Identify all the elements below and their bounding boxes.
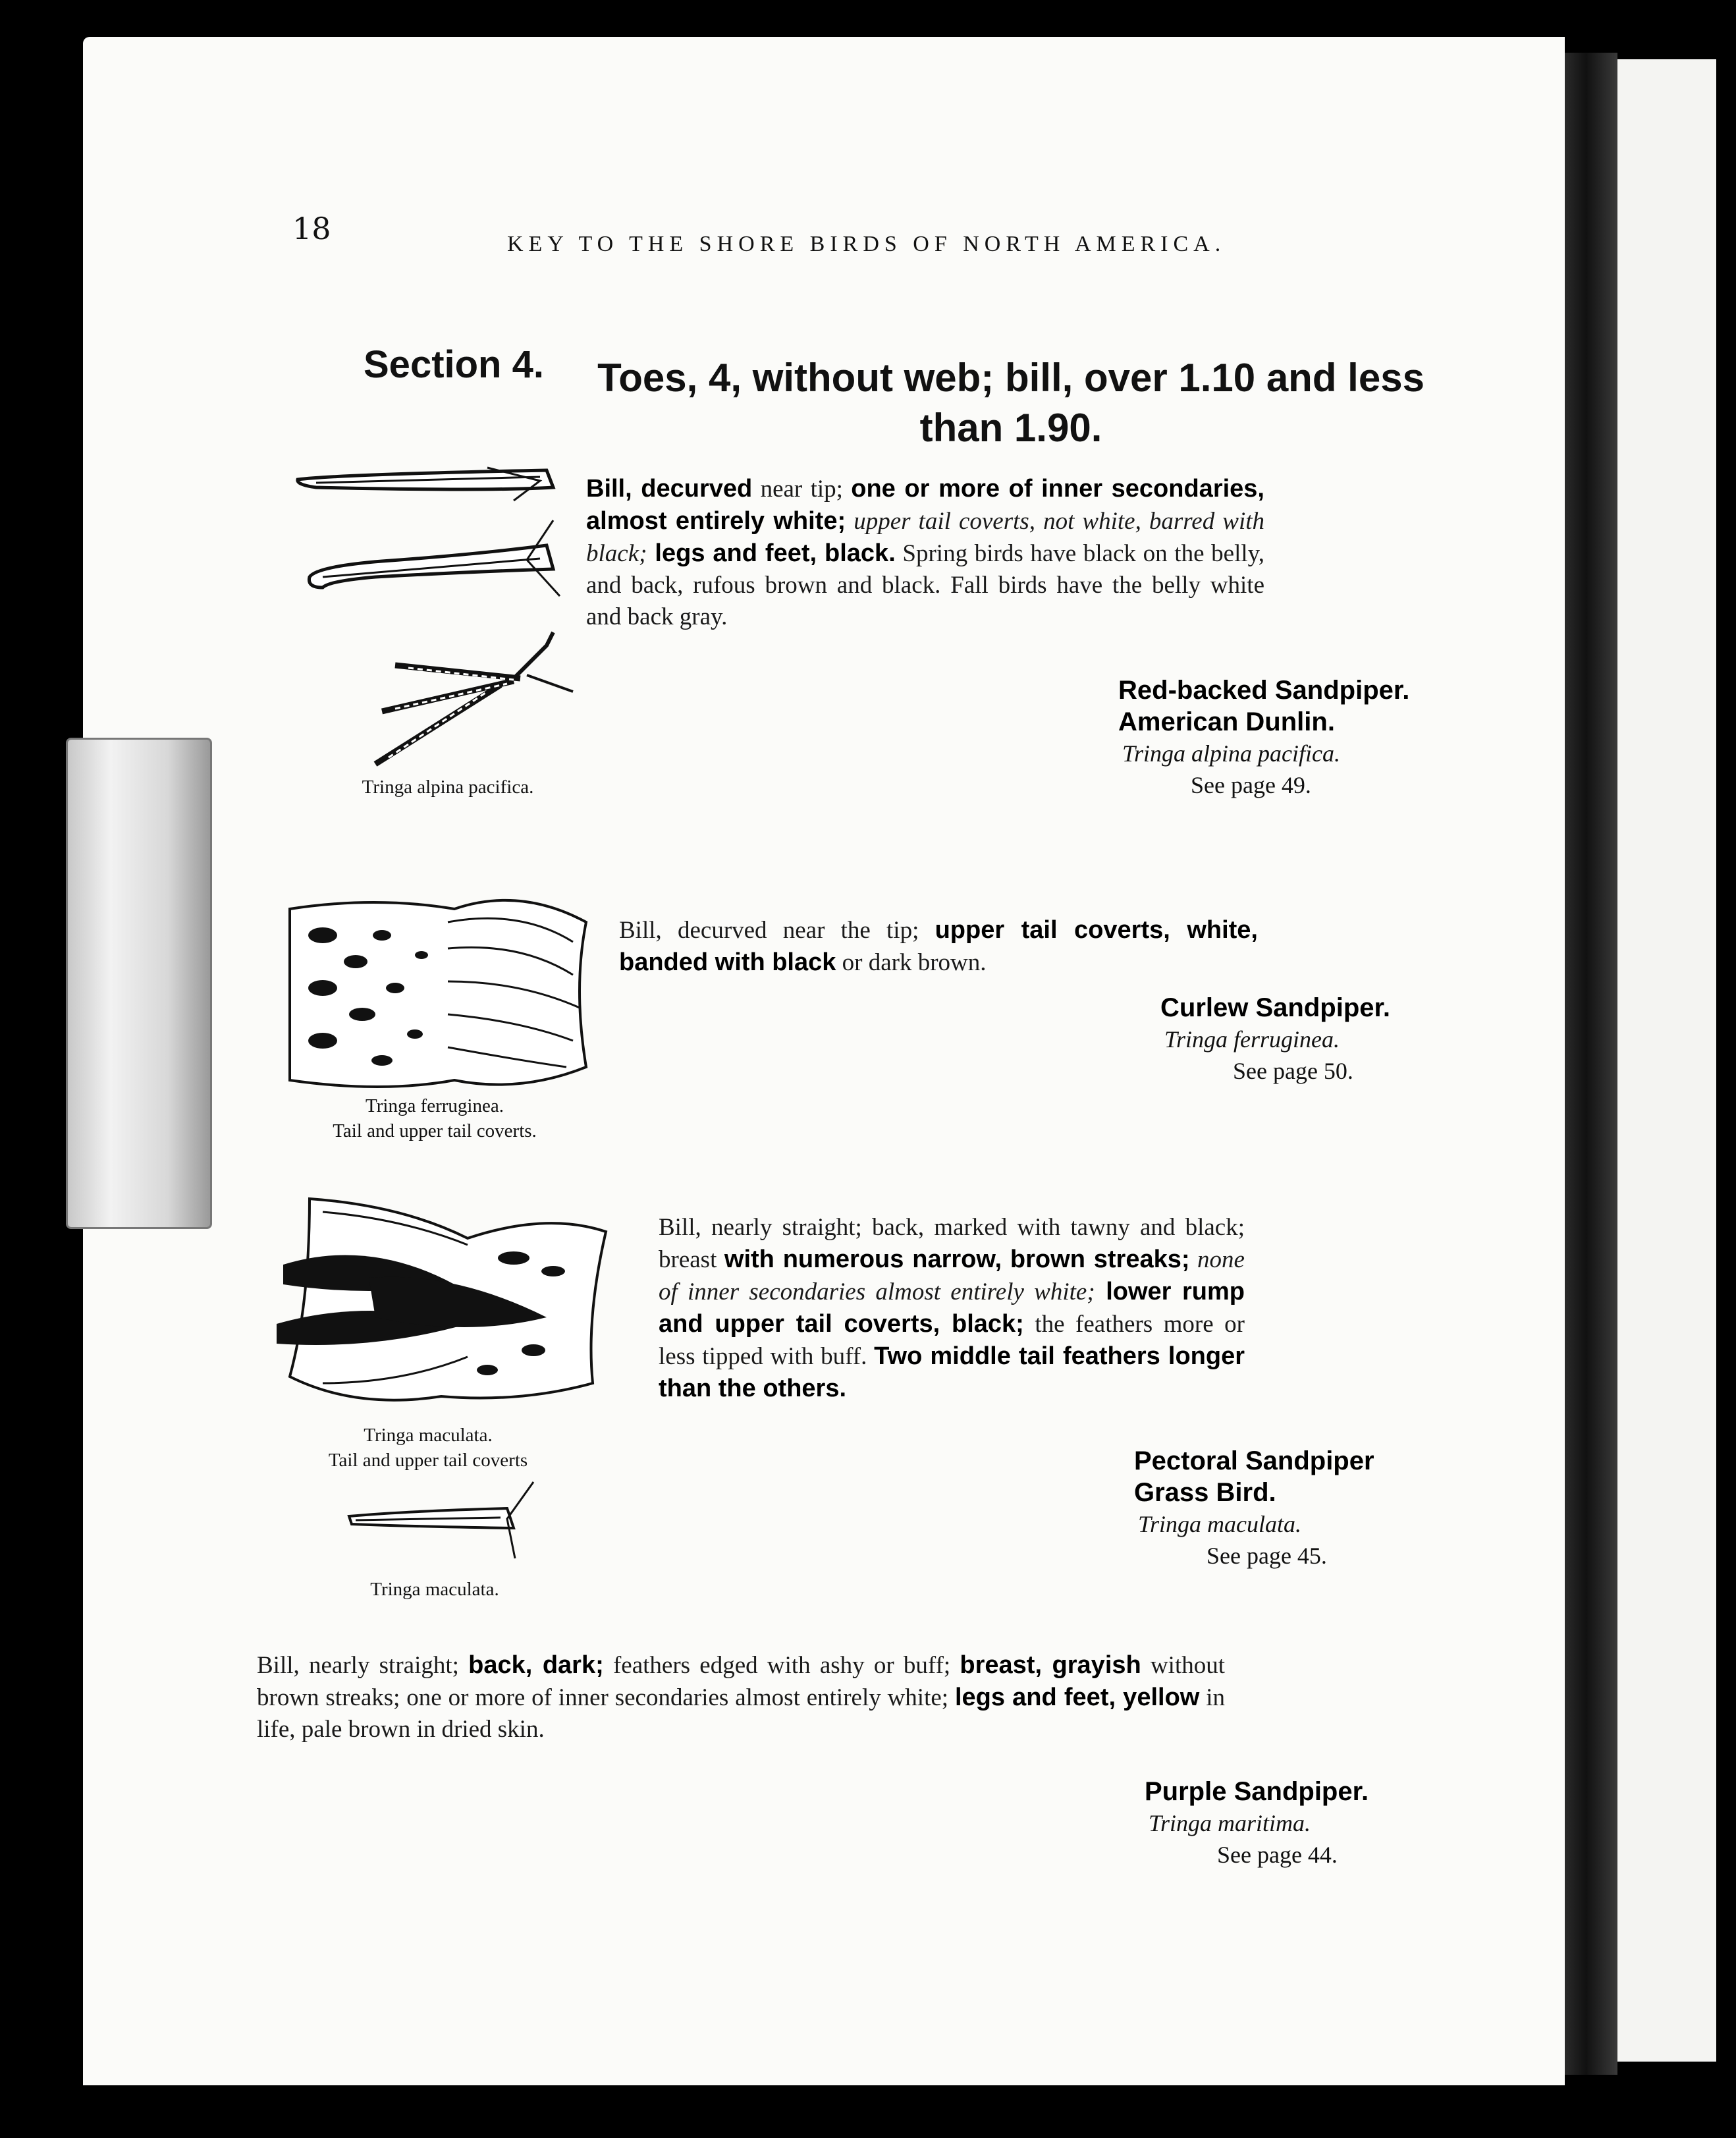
see-page-reference: See page 50. [1233, 1058, 1353, 1084]
figure-caption [263, 1423, 593, 1473]
caption-line: Tail and upper tail coverts. [333, 1120, 537, 1141]
scientific-name: Tringa alpina pacifica. [1122, 740, 1341, 767]
description-segment: lower rump and upper tail coverts, black; [659, 1278, 1245, 1338]
tail-illustration [270, 1186, 612, 1416]
see-page-reference: See page 49. [1191, 772, 1311, 798]
page-number: 18 [292, 211, 331, 246]
entry-description [257, 1649, 1225, 1745]
description-segment: near tip; [752, 476, 852, 503]
description-segment: Spring birds have black on the belly, and back, rufous brown and black. Fall birds have the belly white and back gray. [586, 540, 1264, 630]
description-segment: feathers edged with ashy or buff; [603, 1652, 960, 1679]
description-segment: Bill, decurved near the tip; [619, 917, 935, 944]
bill-illustration [342, 1479, 540, 1565]
species-block [1134, 1445, 1437, 1572]
species-block [1160, 992, 1437, 1087]
caption-line: Tringa alpina pacifica. [362, 777, 534, 798]
description-segment: none of inner secondaries almost entirely white; [659, 1246, 1245, 1305]
caption-line: Tringa maculata. [364, 1425, 493, 1446]
description-segment: Bill, nearly straight; back, marked with tawny and black; breast [659, 1214, 1245, 1273]
scientific-name: Tringa maritima. [1149, 1810, 1311, 1836]
description-segment: Two middle tail feathers longer than the others. [659, 1342, 1245, 1402]
figure-caption [290, 1577, 580, 1602]
section-label: Section 4. [364, 343, 544, 386]
facing-page-edge [1617, 59, 1716, 2062]
scientific-name: Tringa maculata. [1138, 1511, 1302, 1537]
description-segment: Bill, decurved [586, 475, 753, 503]
species-block [1145, 1776, 1434, 1871]
caption-line: Tringa maculata. [370, 1579, 499, 1600]
book-spine-shadow [1565, 53, 1617, 2075]
common-name: Curlew Sandpiper. [1160, 993, 1390, 1022]
figure-caption [290, 775, 606, 800]
common-name: Pectoral Sandpiper [1134, 1446, 1374, 1475]
description-segment: upper tail coverts, not white, barred with black; [586, 508, 1264, 567]
common-name: Red-backed Sandpiper. [1118, 676, 1410, 705]
tail-illustration [283, 883, 593, 1100]
common-name: Purple Sandpiper. [1145, 1777, 1369, 1806]
species-block [1118, 674, 1461, 801]
figure-caption [263, 1093, 606, 1143]
description-segment: breast, grayish [960, 1651, 1141, 1679]
description-segment: back, dark; [468, 1651, 604, 1679]
common-name: Grass Bird. [1134, 1478, 1276, 1507]
description-segment: legs and feet, black. [647, 539, 896, 567]
description-segment: without brown streaks; one or more of inner secondaries almost entirely white; [257, 1652, 1225, 1711]
description-segment: in life, pale brown in dried skin. [257, 1684, 1225, 1743]
description-segment: legs and feet, yellow [954, 1684, 1200, 1711]
entry-description [619, 914, 1258, 979]
see-page-reference: See page 45. [1207, 1543, 1327, 1569]
entry-description [586, 473, 1264, 633]
description-segment: the feathers more or less tipped with buff. [659, 1311, 1245, 1370]
running-title: KEY TO THE SHORE BIRDS OF NORTH AMERICA. [507, 232, 1226, 256]
foot-illustration [369, 626, 580, 777]
page-clip-tab [66, 738, 212, 1229]
caption-line: Tail and upper tail coverts [328, 1450, 528, 1471]
description-segment: upper tail coverts, white, banded with black [619, 916, 1258, 976]
common-name: American Dunlin. [1118, 707, 1335, 736]
section-title: Toes, 4, without web; bill, over 1.10 and less than 1.90. [597, 356, 1424, 450]
bill-side-illustration [303, 514, 566, 606]
see-page-reference: See page 44. [1217, 1842, 1338, 1868]
scientific-name: Tringa ferruginea. [1164, 1026, 1340, 1053]
entry-description [659, 1212, 1245, 1405]
description-segment: one or more of inner secondaries, almost entirely white; [586, 475, 1264, 535]
description-segment: or dark brown. [836, 949, 987, 976]
description-segment: Bill, nearly straight; [257, 1652, 469, 1679]
description-segment: with numerous narrow, brown streaks; [724, 1246, 1190, 1273]
caption-line: Tringa ferruginea. [366, 1095, 504, 1116]
